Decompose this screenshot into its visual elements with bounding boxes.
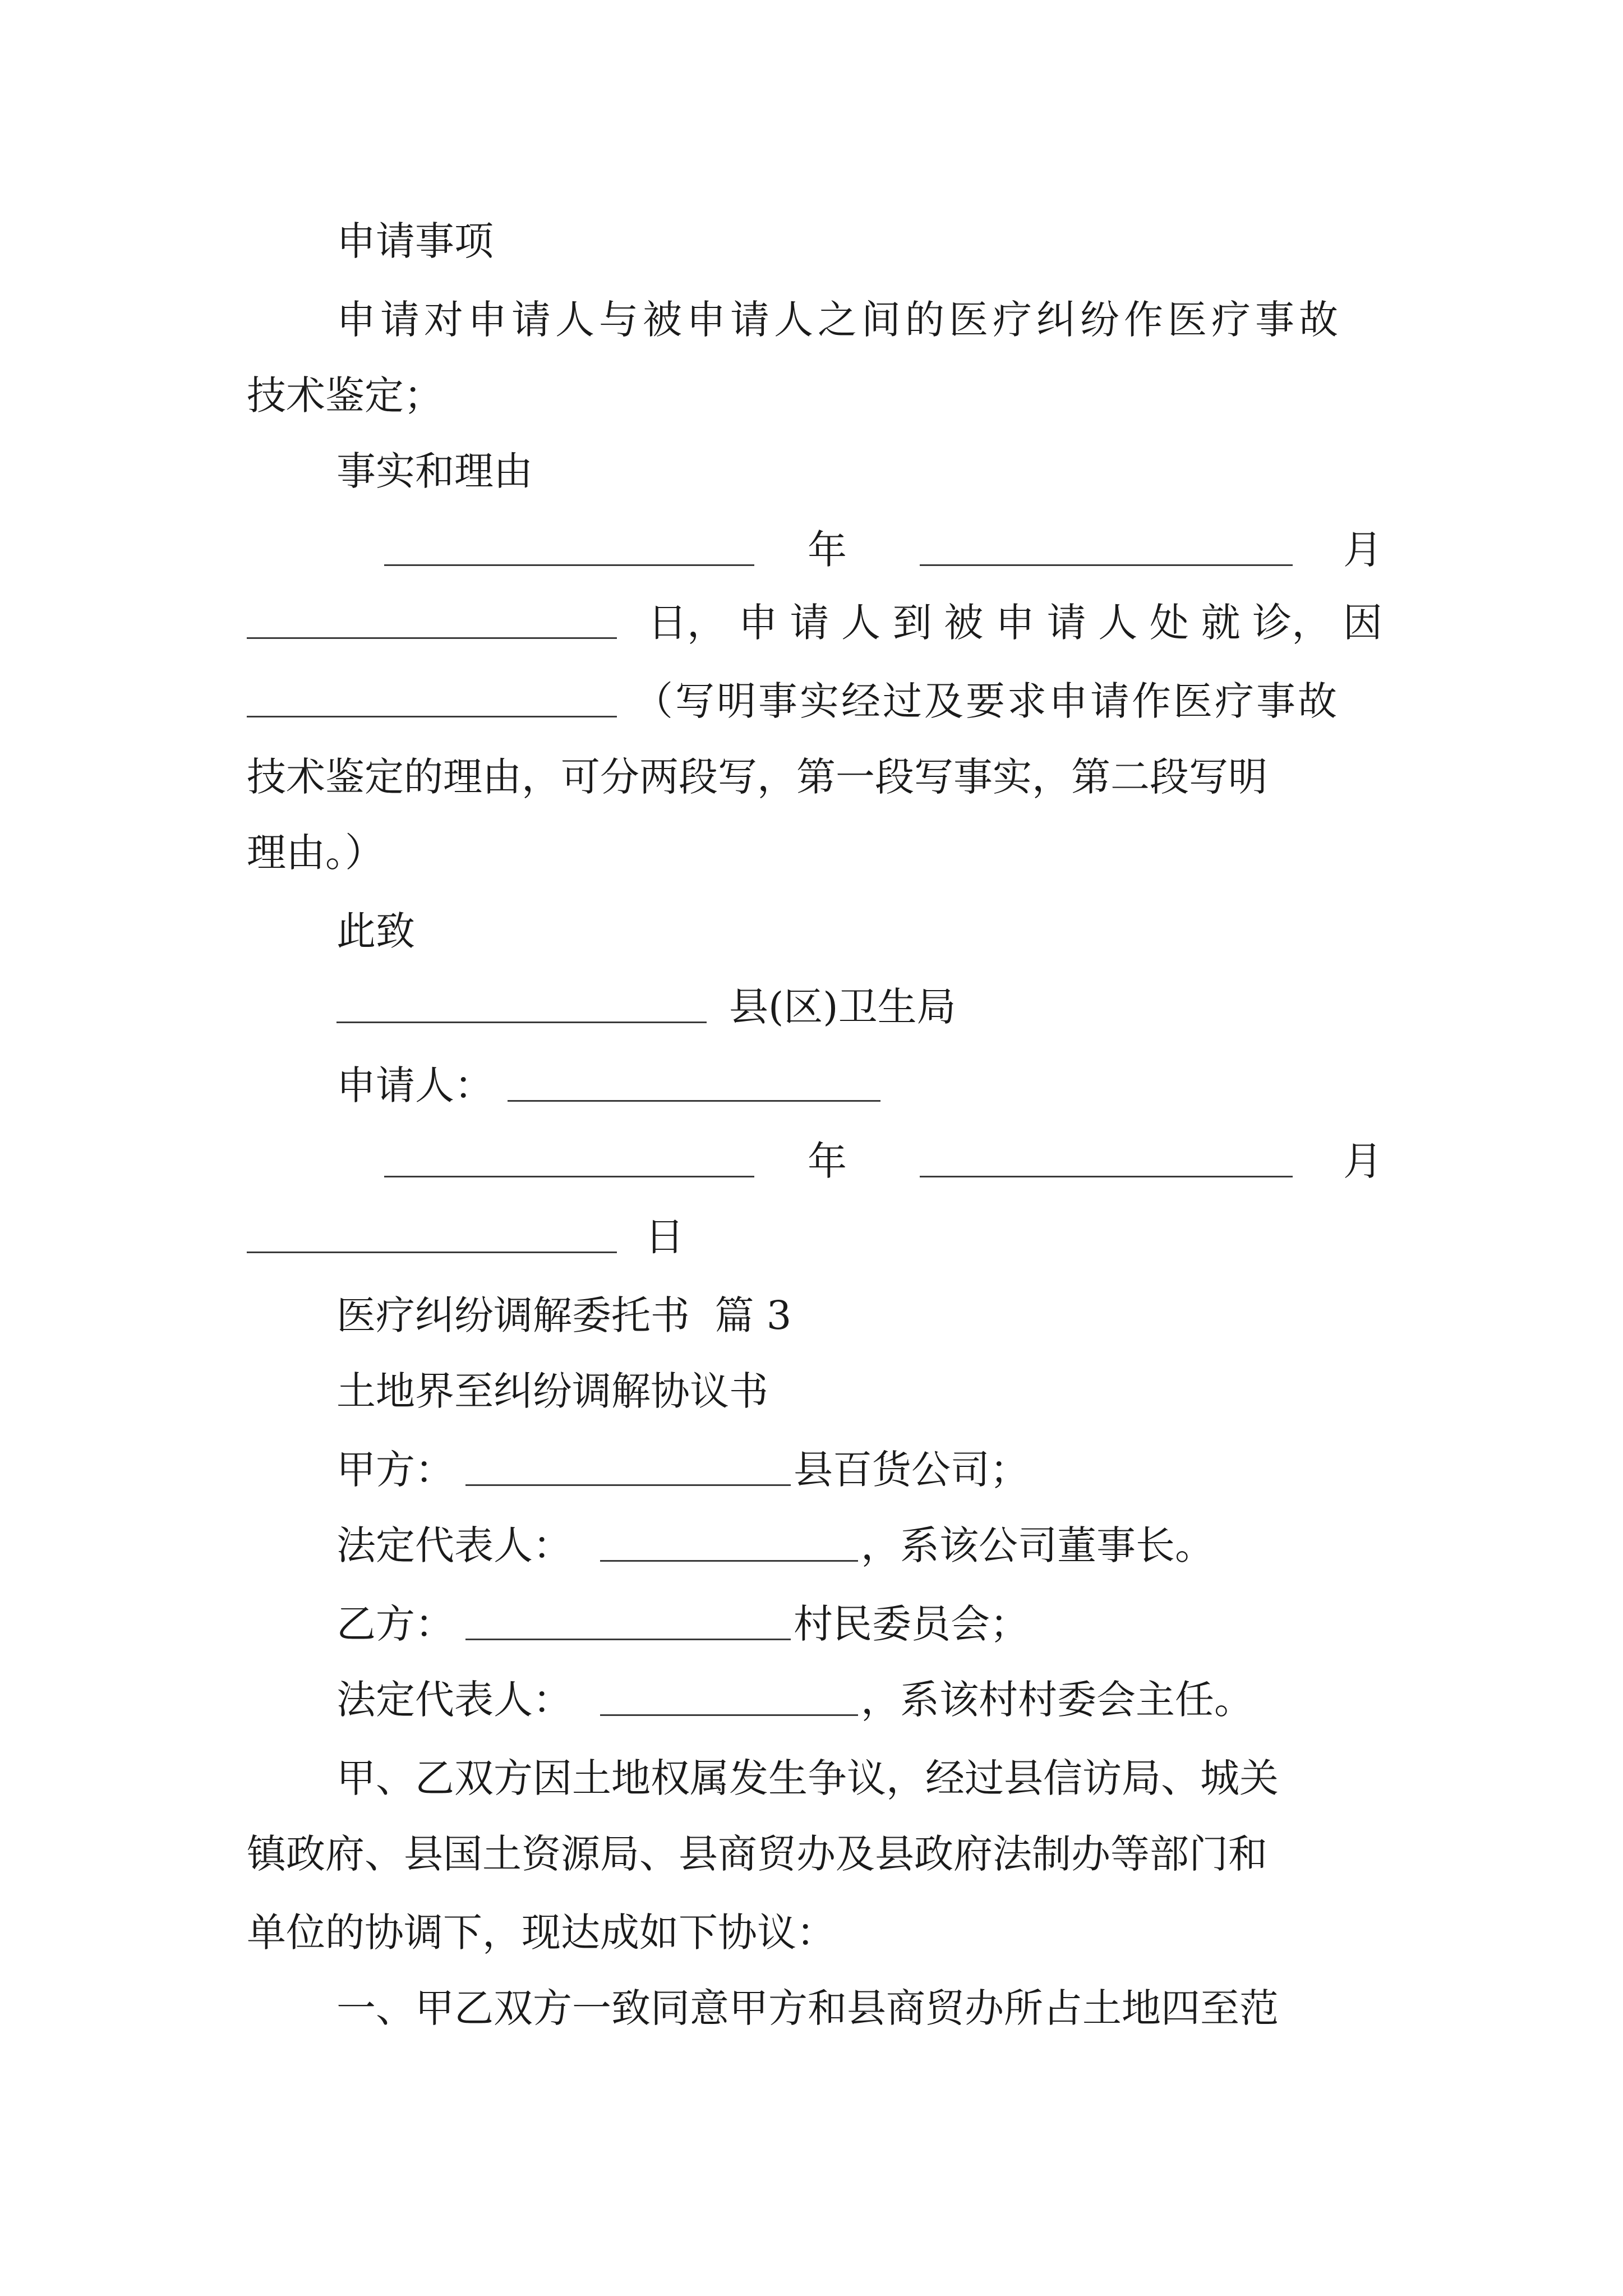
year-blank[interactable] — [384, 564, 754, 566]
rep-a-blank[interactable] — [600, 1560, 858, 1562]
day-line — [0, 589, 1623, 656]
month-blank[interactable] — [920, 564, 1293, 566]
sign-year-blank[interactable] — [384, 1176, 754, 1177]
sign-month-blank[interactable] — [920, 1176, 1293, 1177]
salutation: 此致 — [336, 908, 415, 954]
applicant-blank[interactable] — [508, 1100, 880, 1102]
party-a-blank[interactable] — [465, 1484, 791, 1486]
county-blank[interactable] — [336, 1022, 707, 1023]
rep-a-line: 法定代表人： ，系该公司董事长。 — [336, 1522, 1214, 1568]
paragraph-line: 技术鉴定的理由，可分两段写，第一段写事实，第二段写明 — [247, 754, 1267, 800]
paragraph-line: 一、甲乙双方一致同意甲方和县商贸办所占土地四至范 — [336, 1985, 1279, 2031]
agreement-title: 土地界至纠纷调解协议书 — [336, 1368, 768, 1414]
party-b-line: 乙方： 村民委员会； — [336, 1601, 1029, 1647]
paragraph-line: 甲、乙双方因土地权属发生争议，经过县信访局、城关 — [336, 1755, 1279, 1801]
heading-application-items: 申请事项 — [336, 218, 494, 264]
applicant-line: 申请人： — [0, 1052, 1623, 1119]
sign-day-blank[interactable] — [247, 1251, 617, 1253]
paragraph-line: 单位的协调下，现达成如下协议： — [247, 1910, 836, 1955]
day-blank[interactable] — [247, 637, 617, 639]
heading-facts-reasons: 事实和理由 — [336, 448, 533, 494]
rep-b-blank[interactable] — [600, 1714, 858, 1716]
sign-date-line: 年 月 — [0, 1128, 1623, 1195]
sign-day-line: 日 — [0, 1203, 1623, 1271]
paragraph-line: 镇政府、县国土资源局、县商贸办及县政府法制办等部门和 — [247, 1831, 1267, 1877]
justified-text: 日， 申 请 人 到 被 申 请 人 处 就 诊， 因 — [648, 600, 1382, 646]
paragraph-line: 申请对申请人与被申请人之间的医疗纠纷作医疗事故 — [336, 297, 1343, 343]
paragraph-line: 技术鉴定； — [247, 372, 443, 418]
article-title: 医疗纠纷调解委托书 篇 3 — [336, 1292, 792, 1338]
paragraph-line: （写明事实经过及要求申请作医疗事故 — [0, 668, 1623, 735]
reason-blank[interactable] — [247, 716, 617, 717]
paragraph-line: 理由。） — [247, 830, 384, 876]
party-b-blank[interactable] — [465, 1639, 791, 1640]
date-line: 年 月 — [0, 516, 1623, 583]
party-a-line: 甲方： 县百货公司； — [336, 1447, 1029, 1493]
rep-b-line: 法定代表人： ，系该村村委会主任。 — [336, 1677, 1253, 1723]
recipient-line: 县(区)卫生局 — [0, 973, 1623, 1041]
